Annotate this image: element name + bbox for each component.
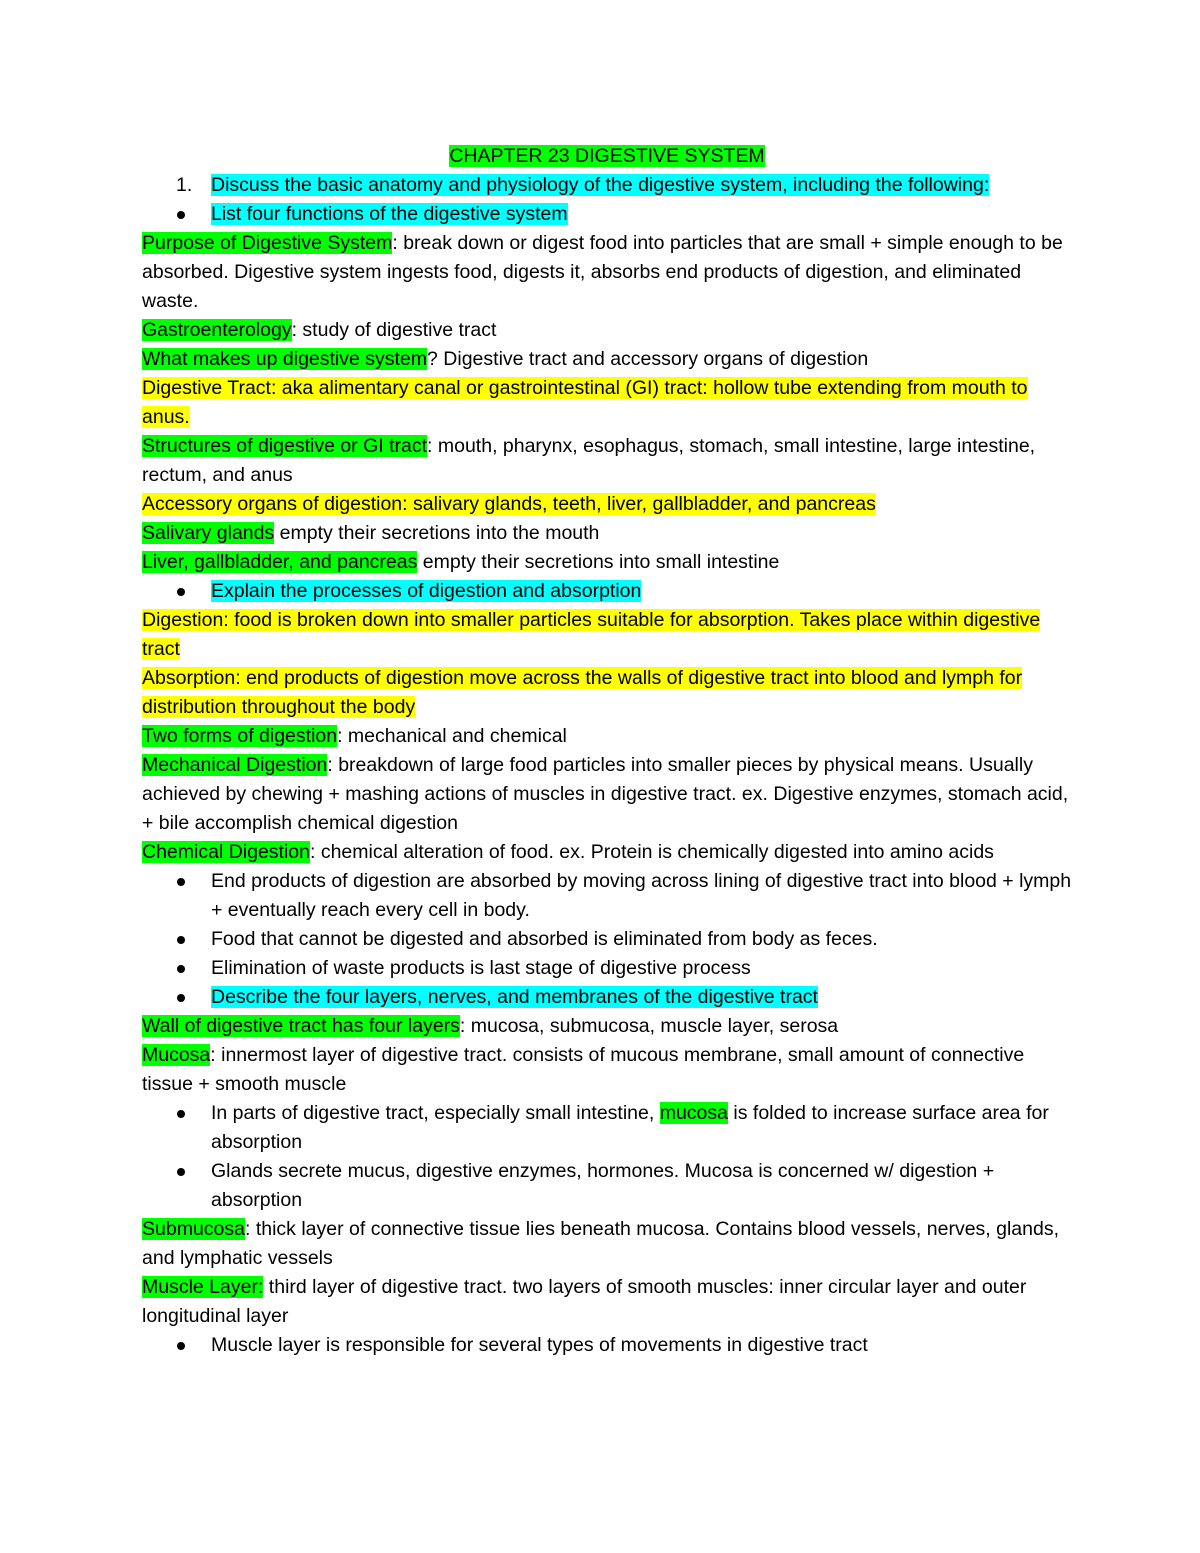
paragraph-digestive-tract: Digestive Tract: aka alimentary canal or gastrointestinal (GI) tract: hollow tube extending from mouth to anus. [142,377,1028,428]
term: Wall of digestive tract has four layers [142,1015,460,1037]
bullet-icon [177,878,185,886]
bullet-item: Food that cannot be digested and absorbed is eliminated from body as feces. [142,925,1072,954]
section-heading: Describe the four layers, nerves, and membranes of the digestive tract [211,986,818,1008]
document-body [142,142,1072,1360]
term: Mucosa [142,1044,211,1066]
bullet-item: End products of digestion are absorbed by moving across lining of digestive tract into blood + lymph + eventually reach every cell in body. [142,867,1072,925]
paragraph-mechanical: Mechanical Digestion: breakdown of large food particles into smaller pieces by physical means. Usually achieved by chewing + mashing actions of muscles in digestive tract. ex. Digestive enzymes, stomach acid, + bile accomplish chemical digestion [142,754,1069,834]
term: mucosa [659,1102,728,1124]
numbered-objective [142,171,1072,200]
bullet-icon [177,1342,185,1350]
bullet-item [142,200,1072,229]
bullet-item: Glands secrete mucus, digestive enzymes, hormones. Mucosa is concerned w/ digestion + absorption [142,1157,1072,1215]
paragraph-accessory: Accessory organs of digestion: salivary glands, teeth, liver, gallbladder, and pancreas [142,493,876,515]
bullet-icon [177,965,185,973]
page-title: CHAPTER 23 DIGESTIVE SYSTEM [449,145,765,167]
term: Two forms of digestion [142,725,338,747]
paragraph-makeup: What makes up digestive system? Digestive tract and accessory organs of digestion [142,348,869,370]
term: Purpose of Digestive System [142,232,393,254]
term: Submucosa [142,1218,245,1240]
list-number: 1. [176,174,193,196]
bullet-item [142,983,1072,1012]
paragraph-structures: Structures of digestive or GI tract: mouth, pharynx, esophagus, stomach, small intestine, large intestine, rectum, and anus [142,435,1036,486]
term: What makes up digestive system [142,348,428,370]
paragraph-mucosa: Mucosa: innermost layer of digestive tract. consists of mucous membrane, small amount of connective tissue + smooth muscle [142,1044,1025,1095]
bullet-item: Muscle layer is responsible for several types of movements in digestive tract [142,1331,1072,1360]
bullet-item: In parts of digestive tract, especially small intestine, mucosa is folded to increase surface area for absorption [142,1099,1072,1157]
bullet-icon [177,211,185,219]
bullet-icon [177,588,185,596]
term: Mechanical Digestion [142,754,328,776]
term: Salivary glands [142,522,275,544]
paragraph-wall: Wall of digestive tract has four layers: mucosa, submucosa, muscle layer, serosa [142,1015,839,1037]
section-heading: Explain the processes of digestion and absorption [211,580,642,602]
term: Gastroenterology [142,319,292,341]
paragraph-absorption: Absorption: end products of digestion move across the walls of digestive tract into blood and lymph for distribution throughout the body [142,667,1023,718]
section-heading: List four functions of the digestive system [211,203,568,225]
paragraph-chemical: Chemical Digestion: chemical alteration of food. ex. Protein is chemically digested into amino acids [142,841,994,863]
paragraph-two-forms: Two forms of digestion: mechanical and chemical [142,725,567,747]
bullet-item [142,577,1072,606]
paragraph-purpose: Purpose of Digestive System: break down or digest food into particles that are small + simple enough to be absorbed. Digestive system ingests food, digests it, absorbs end products of digestion, and eliminated waste. [142,232,1063,312]
objective-text: Discuss the basic anatomy and physiology of the digestive system, including the following: [211,174,990,196]
term: Structures of digestive or GI tract [142,435,428,457]
term: Liver, gallbladder, and pancreas [142,551,418,573]
bullet-item: Elimination of waste products is last stage of digestive process [142,954,1072,983]
paragraph-gastroenterology: Gastroenterology: study of digestive tract [142,319,497,341]
bullet-icon [177,994,185,1002]
bullet-icon [177,1110,185,1118]
term: Chemical Digestion [142,841,310,863]
paragraph-submucosa: Submucosa: thick layer of connective tissue lies beneath mucosa. Contains blood vessels, nerves, glands, and lymphatic vessels [142,1218,1060,1269]
bullet-icon [177,936,185,944]
term: Muscle Layer: [142,1276,264,1298]
bullet-icon [177,1168,185,1176]
paragraph-liver: Liver, gallbladder, and pancreas empty their secretions into small intestine [142,551,780,573]
paragraph-salivary: Salivary glands empty their secretions into the mouth [142,522,600,544]
paragraph-muscle-layer: Muscle Layer: third layer of digestive tract. two layers of smooth muscles: inner circular layer and outer longitudinal layer [142,1276,1027,1327]
paragraph-digestion: Digestion: food is broken down into smaller particles suitable for absorption. Takes place within digestive tract [142,609,1041,660]
